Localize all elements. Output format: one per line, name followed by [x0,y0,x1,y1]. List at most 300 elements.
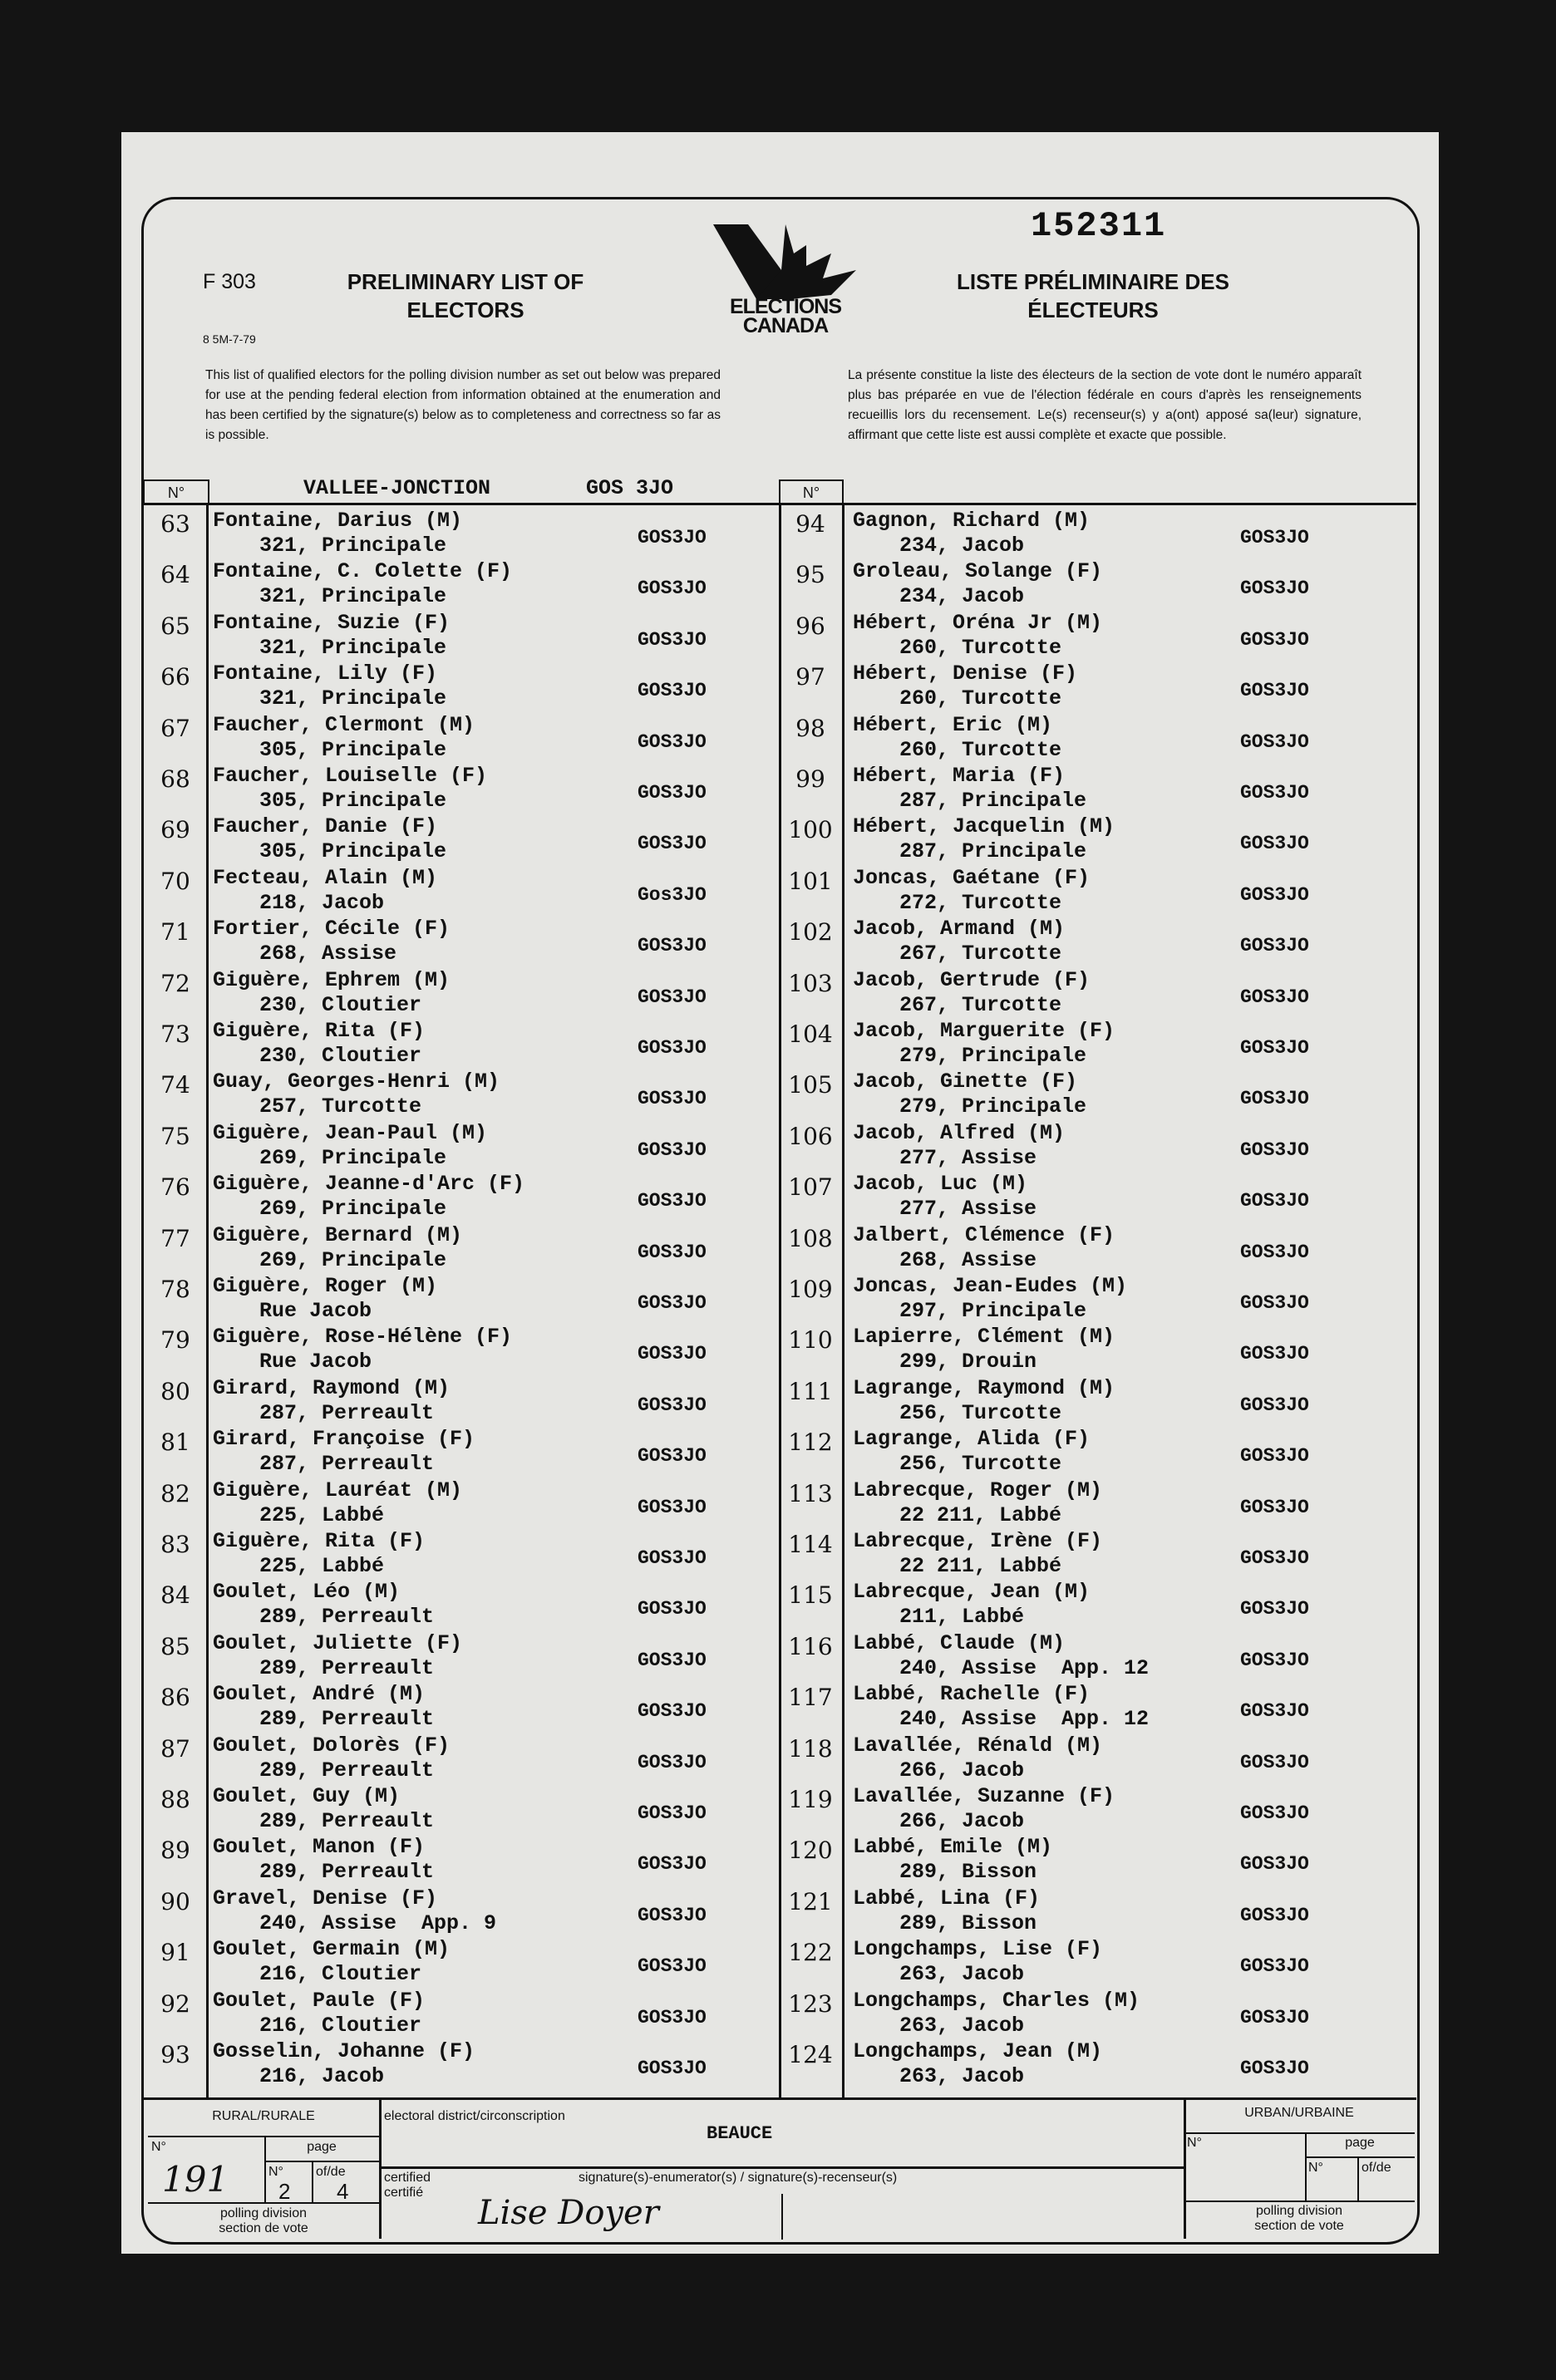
elector-address: 268, Assise [899,1247,1037,1272]
elector-postal-code: GOS3JO [1240,1138,1309,1161]
elector-address: 263, Jacob [899,2013,1025,2038]
elector-postal-code: GOS3JO [1240,1088,1309,1110]
elector-address: 287, Principale [899,789,1087,813]
elector-postal-code: GOS3JO [1240,1955,1309,1978]
urban-polling-division-label [1184,2204,1415,2234]
elector-number: 96 [795,612,825,640]
elector-number: 69 [160,816,190,844]
footer-rule [1357,2156,1359,2201]
elector-postal-code: GOS3JO [638,1802,707,1824]
elector-name: Faucher, Louiselle (F) [213,764,488,788]
elector-name: Lavallée, Suzanne (F) [853,1784,1115,1808]
elector-postal-code: GOS3JO [1240,1037,1309,1059]
elector-postal-code: GOS3JO [638,1190,707,1212]
elector-name: Hébert, Eric (M) [853,712,1053,737]
elector-postal-code: GOS3JO [1240,1343,1309,1365]
page-number: 2 [278,2179,291,2204]
elector-number: 118 [788,1734,833,1763]
footer-rule [781,2194,783,2240]
elector-postal-code: GOS3JO [638,1241,707,1263]
elector-address: 289, Bisson [899,1910,1037,1935]
enumerator-signature: Lise Doyer [478,2194,659,2232]
elector-address: 269, Principale [259,1145,447,1170]
elector-number: 71 [160,918,190,947]
elector-number: 107 [788,1173,833,1202]
elector-number: 63 [160,510,190,538]
elector-address: 22 211, Labbé [899,1554,1062,1578]
rural-page-label: page [307,2140,337,2154]
elector-address: 305, Principale [259,839,447,864]
elector-postal-code: GOS3JO [638,527,707,548]
elector-postal-code: GOS3JO [1240,883,1309,906]
signature-label: signature(s)-enumerator(s) / signature(s)-recenseur(s) [579,2171,898,2185]
elector-postal-code: GOS3JO [638,1598,707,1620]
elector-postal-code: GOS3JO [638,628,707,651]
elector-number: 73 [160,1020,190,1048]
elector-postal-code: GOS3JO [638,1292,707,1314]
elector-number: 95 [795,561,825,589]
elector-address: 279, Principale [899,1044,1087,1068]
elector-address: 216, Jacob [259,2064,385,2088]
elector-number: 90 [160,1887,190,1915]
logo-text [707,295,864,337]
elector-name: Girard, Françoise (F) [213,1427,475,1452]
elector-postal-code: GOS3JO [1240,578,1309,600]
elector-name: Lapierre, Clément (M) [853,1325,1115,1350]
elector-entry [0,1274,1556,1325]
elector-address: 260, Turcotte [899,737,1062,762]
elector-postal-code: GOS3JO [638,2006,707,2028]
elector-entry [0,1937,1556,1988]
elector-name: Jacob, Armand (M) [853,917,1066,942]
elector-name: Longchamps, Lise (F) [853,1937,1103,1962]
elector-entry [0,814,1556,865]
elector-address: Rue Jacob [259,1350,372,1374]
elector-postal-code: Gos3JO [638,883,707,906]
elector-name: Giguère, Roger (M) [213,1274,438,1298]
elector-number: 83 [160,1531,190,1558]
elector-address: 240, Assise App. 12 [899,1707,1150,1732]
elector-address: 225, Labbé [259,1502,385,1527]
elector-address: 266, Jacob [899,1809,1025,1833]
elector-entry [0,2039,1556,2090]
elector-number: 64 [160,561,190,589]
elector-name: Goulet, Manon (F) [213,1835,426,1860]
elector-name: Joncas, Jean-Eudes (M) [853,1274,1128,1298]
elector-postal-code: GOS3JO [638,782,707,804]
elector-number: 124 [788,2041,833,2068]
elector-entry [0,509,1556,559]
polling-division-label-en: polling division [219,2206,308,2220]
elector-address: 287, Perreault [259,1452,435,1477]
elector-name: Goulet, Dolorès (F) [213,1733,451,1758]
elector-name: Faucher, Clermont (M) [213,712,475,737]
form-number: F 303 [203,270,256,293]
elector-address: 240, Assise App. 9 [259,1910,497,1935]
elector-address: 240, Assise App. 12 [899,1655,1150,1680]
elector-number: 76 [160,1173,190,1202]
elector-postal-code: GOS3JO [638,1037,707,1059]
elector-number: 91 [160,1939,190,1967]
elector-number: 109 [788,1276,833,1303]
elector-name: Hébert, Oréna Jr (M) [853,610,1103,635]
elector-address: 289, Perreault [259,1809,435,1833]
elector-address: 277, Assise [899,1145,1037,1170]
polling-division-label-fr: section de vote [219,2221,308,2235]
elector-postal-code: GOS3JO [1240,1598,1309,1620]
elector-postal-code: GOS3JO [638,1088,707,1110]
elector-postal-code: GOS3JO [638,680,707,702]
elector-address: 289, Perreault [259,1758,435,1783]
elector-postal-code: GOS3JO [1240,2058,1309,2079]
urban-label: URBAN/URBAINE [1244,2106,1354,2120]
elector-entry [0,611,1556,661]
elector-name: Guay, Georges-Henri (M) [213,1070,500,1094]
footer-rule [264,2161,379,2162]
elector-name: Longchamps, Charles (M) [853,1988,1140,2013]
no-header-right: N° [779,479,844,504]
elector-name: Giguère, Ephrem (M) [213,967,451,992]
elector-number: 77 [160,1224,190,1252]
elector-postal-code: GOS3JO [638,1700,707,1723]
footer-rule [1305,2156,1415,2158]
elector-postal-code: GOS3JO [638,1445,707,1468]
elector-entry [0,1835,1556,1886]
footer-rule [1184,2132,1415,2134]
elector-name: Hébert, Jacquelin (M) [853,814,1115,839]
elector-number: 123 [788,1989,833,2018]
elector-address: 225, Labbé [259,1554,385,1578]
elector-entry [0,1325,1556,1375]
elector-address: 321, Principale [259,534,447,558]
elector-number: 110 [788,1326,833,1355]
elector-address: 22 211, Labbé [899,1502,1062,1527]
place-name: VALLEE-JONCTION [303,476,491,500]
elector-address: 257, Turcotte [259,1094,422,1119]
elector-name: Giguère, Jean-Paul (M) [213,1120,488,1145]
elector-postal-code: GOS3JO [638,1138,707,1161]
elector-postal-code: GOS3JO [1240,1853,1309,1876]
urban-page-no-label: N° [1308,2161,1323,2175]
no-header-left: N° [143,479,209,504]
elector-address: 216, Cloutier [259,2013,422,2038]
elector-name: Labrecque, Roger (M) [853,1478,1103,1502]
elector-address: 269, Principale [259,1247,447,1272]
elector-name: Longchamps, Jean (M) [853,2039,1103,2063]
elector-number: 82 [160,1479,190,1507]
elector-name: Goulet, Juliette (F) [213,1630,463,1655]
elector-postal-code: GOS3JO [638,2058,707,2079]
elector-number: 108 [788,1224,833,1252]
elector-number: 93 [160,2041,190,2068]
elector-entry [0,1784,1556,1835]
elector-name: Labrecque, Jean (M) [853,1580,1091,1605]
elector-name: Jacob, Marguerite (F) [853,1019,1115,1043]
elector-entry [0,764,1556,814]
elector-postal-code: GOS3JO [1240,1802,1309,1824]
elector-address: 287, Perreault [259,1400,435,1425]
elector-postal-code: GOS3JO [638,1496,707,1518]
elector-number: 121 [788,1887,833,1915]
elector-entry [0,1631,1556,1682]
elector-address: 234, Jacob [899,584,1025,609]
intro-en: This list of qualified electors for the polling division number as set out below was prepared for use at the pending federal election from information obtained at the enumeration and has been certified by the signature(s) below as to completeness and correctness so far as is possible. [205,368,721,442]
elector-name: Girard, Raymond (M) [213,1375,451,1400]
certified-label-en: certified [384,2171,431,2185]
elector-name: Goulet, Paule (F) [213,1988,426,2013]
elector-postal-code: GOS3JO [638,1343,707,1365]
elector-address: 321, Principale [259,584,447,609]
elector-number: 99 [795,765,825,793]
elector-postal-code: GOS3JO [1240,1700,1309,1723]
urban-no-label: N° [1187,2136,1202,2150]
elector-postal-code: GOS3JO [1240,1649,1309,1671]
elector-name: Giguère, Jeanne-d'Arc (F) [213,1172,525,1197]
elector-address: 297, Principale [899,1299,1087,1323]
elector-entry [0,661,1556,712]
rural-label: RURAL/RURALE [212,2109,315,2123]
elector-number: 111 [788,1377,833,1405]
elector-number: 89 [160,1837,190,1865]
elector-address: 269, Principale [259,1197,447,1222]
elector-name: Jacob, Alfred (M) [853,1120,1066,1145]
elector-number: 97 [795,663,825,691]
elector-number: 75 [160,1122,190,1150]
elector-entry [0,713,1556,764]
elector-postal-code: GOS3JO [1240,2006,1309,2028]
elector-number: 85 [160,1632,190,1660]
elector-number: 94 [795,510,825,538]
elector-number: 86 [160,1684,190,1712]
elector-postal-code: GOS3JO [1240,1190,1309,1212]
elector-number: 102 [788,918,833,947]
district-name: BEAUCE [707,2123,773,2144]
elector-name: Jacob, Ginette (F) [853,1070,1078,1094]
elector-postal-code: GOS3JO [1240,1904,1309,1926]
elector-postal-code: GOS3JO [1240,1292,1309,1314]
elector-name: Labbé, Emile (M) [853,1835,1053,1860]
rural-polling-number: 191 [162,2159,229,2200]
elector-name: Hébert, Maria (F) [853,764,1066,788]
elector-number: 68 [160,765,190,793]
elector-entry [0,1121,1556,1172]
elector-name: Jacob, Gertrude (F) [853,967,1091,992]
elector-address: 305, Principale [259,789,447,813]
elector-address: 289, Bisson [899,1860,1037,1885]
elector-entry [0,559,1556,610]
elector-number: 113 [788,1479,833,1507]
rural-of-label: of/de [316,2165,346,2179]
elector-name: Giguère, Lauréat (M) [213,1478,463,1502]
elector-postal-code: GOS3JO [1240,782,1309,804]
elector-name: Jalbert, Clémence (F) [853,1222,1115,1247]
elector-name: Giguère, Bernard (M) [213,1222,463,1247]
elector-postal-code: GOS3JO [638,1394,707,1416]
elector-number: 119 [788,1786,833,1813]
elector-number: 81 [160,1428,190,1457]
elector-address: 299, Drouin [899,1350,1037,1374]
footer-rule [1184,2201,1415,2202]
elector-address: 256, Turcotte [899,1452,1062,1477]
elector-entry [0,1070,1556,1120]
elector-number: 122 [788,1939,833,1967]
elector-number: 103 [788,969,833,997]
elector-name: Goulet, André (M) [213,1682,426,1707]
elector-postal-code: GOS3JO [1240,1445,1309,1468]
footer-rule [148,2136,379,2137]
elector-address: 279, Principale [899,1094,1087,1119]
elector-address: 256, Turcotte [899,1400,1062,1425]
elector-address: 321, Principale [259,686,447,711]
elector-postal-code: GOS3JO [638,1955,707,1978]
elector-name: Lagrange, Alida (F) [853,1427,1091,1452]
elector-postal-code: GOS3JO [638,1751,707,1773]
logo-line-2: CANADA [742,314,829,337]
elector-name: Lagrange, Raymond (M) [853,1375,1115,1400]
rural-page-no-label: N° [268,2165,283,2179]
elector-number: 65 [160,612,190,640]
elector-name: Gravel, Denise (F) [213,1886,438,1910]
elector-number: 87 [160,1734,190,1763]
title-fr: LISTE PRÉLIMINAIRE DES ÉLECTEURS [957,269,1229,322]
elector-entry [0,1682,1556,1733]
elector-number: 80 [160,1377,190,1405]
elector-name: Giguère, Rita (F) [213,1529,426,1553]
elector-postal-code: GOS3JO [638,730,707,753]
elector-postal-code: GOS3JO [1240,986,1309,1008]
elector-number: 101 [788,867,833,895]
elector-number: 120 [788,1837,833,1865]
urban-polling-division-label-en: polling division [1255,2204,1343,2218]
elector-name: Goulet, Guy (M) [213,1784,401,1808]
elector-number: 79 [160,1326,190,1355]
elector-number: 92 [160,1989,190,2018]
elector-name: Giguère, Rose-Hélène (F) [213,1325,513,1350]
elector-address: 272, Turcotte [899,890,1062,915]
elector-postal-code: GOS3JO [1240,1547,1309,1569]
elector-entry [0,1886,1556,1937]
elector-address: 289, Perreault [259,1605,435,1630]
page-total: 4 [337,2179,349,2204]
urban-polling-division-label-fr: section de vote [1254,2219,1344,2233]
elector-number: 72 [160,969,190,997]
elector-entry [0,866,1556,917]
elector-number: 67 [160,714,190,742]
logo-line-1: ELECTIONS [729,295,842,318]
elector-address: 287, Principale [899,839,1087,864]
elector-name: Joncas, Gaétane (F) [853,865,1091,890]
rural-no-label: N° [151,2140,166,2154]
elector-entry [0,1580,1556,1630]
footer-rule [379,2166,1184,2169]
elector-address: 230, Cloutier [259,1044,422,1068]
elector-postal-code: GOS3JO [1240,1496,1309,1518]
urban-page-label: page [1345,2136,1375,2150]
elector-postal-code: GOS3JO [638,1649,707,1671]
elector-address: 234, Jacob [899,534,1025,558]
elector-name: Goulet, Germain (M) [213,1937,451,1962]
elector-number: 84 [160,1581,190,1610]
elector-address: 263, Jacob [899,1962,1025,1987]
elector-name: Jacob, Luc (M) [853,1172,1028,1197]
elector-entry [0,968,1556,1019]
elector-number: 106 [788,1122,833,1150]
elector-name: Groleau, Solange (F) [853,559,1103,584]
footer-rule [312,2161,313,2202]
elector-address: 216, Cloutier [259,1962,422,1987]
elector-number: 98 [795,714,825,742]
elector-address: 230, Cloutier [259,992,422,1017]
certified-label-fr: certifié [384,2186,424,2200]
elector-number: 117 [788,1684,833,1712]
elector-postal-code: GOS3JO [638,986,707,1008]
elector-postal-code: GOS3JO [1240,1394,1309,1416]
elector-postal-code: GOS3JO [1240,628,1309,651]
elector-name: Lavallée, Rénald (M) [853,1733,1103,1758]
elector-address: 289, Perreault [259,1860,435,1885]
elector-address: 267, Turcotte [899,942,1062,966]
elector-address: 211, Labbé [899,1605,1025,1630]
elector-number: 116 [788,1632,833,1660]
elector-name: Labbé, Claude (M) [853,1630,1066,1655]
elector-name: Gagnon, Richard (M) [853,509,1091,533]
elector-address: 289, Perreault [259,1655,435,1680]
elector-name: Fontaine, Suzie (F) [213,610,451,635]
elector-postal-code: GOS3JO [638,578,707,600]
rural-polling-division-label [148,2206,379,2236]
elector-entry [0,1989,1556,2039]
intro-fr: La présente constitue la liste des électeurs de la section de vote dont le numéro apparaît plus bas préparée en vue de l'élection fédérale en cours d'après les renseignements recueillis lors du recensement. Le(s) recenseur(s) y a(ont) apposé sa(leur) signature, affirmant que cette liste est aussi complète et exacte que possible. [848,368,1362,442]
elector-address: 266, Jacob [899,1758,1025,1783]
elector-entry [0,1019,1556,1070]
elector-address: 260, Turcotte [899,635,1062,660]
elector-name: Gosselin, Johanne (F) [213,2039,475,2063]
elector-address: 267, Turcotte [899,992,1062,1017]
place-postal-code: GOS 3JO [586,476,674,500]
elector-number: 105 [788,1071,833,1099]
elector-postal-code: GOS3JO [638,833,707,855]
elector-name: Fontaine, C. Colette (F) [213,559,513,584]
elector-number: 112 [788,1428,833,1457]
elector-name: Fecteau, Alain (M) [213,865,438,890]
elector-number: 115 [788,1581,833,1610]
elector-entry [0,1223,1556,1274]
elector-name: Faucher, Danie (F) [213,814,438,839]
certified-label [384,2171,431,2201]
elector-number: 70 [160,867,190,895]
elector-name: Goulet, Léo (M) [213,1580,401,1605]
elector-postal-code: GOS3JO [1240,1241,1309,1263]
elector-number: 66 [160,663,190,691]
elector-entry [0,1733,1556,1784]
elector-address: 277, Assise [899,1197,1037,1222]
elector-postal-code: GOS3JO [638,935,707,957]
elector-postal-code: GOS3JO [638,1547,707,1569]
elector-name: Labbé, Rachelle (F) [853,1682,1091,1707]
elector-address: 218, Jacob [259,890,385,915]
elector-postal-code: GOS3JO [1240,1751,1309,1773]
district-label: electoral district/circonscription [384,2109,565,2123]
elector-postal-code: GOS3JO [1240,680,1309,702]
elector-entry [0,1529,1556,1580]
elector-entry [0,1376,1556,1427]
elector-address: 263, Jacob [899,2064,1025,2088]
elector-name: Labrecque, Irène (F) [853,1529,1103,1553]
footer-divider [143,2097,1416,2100]
title-en: PRELIMINARY LIST OF ELECTORS [347,269,584,322]
elector-postal-code: GOS3JO [1240,730,1309,753]
elector-address: 289, Perreault [259,1707,435,1732]
